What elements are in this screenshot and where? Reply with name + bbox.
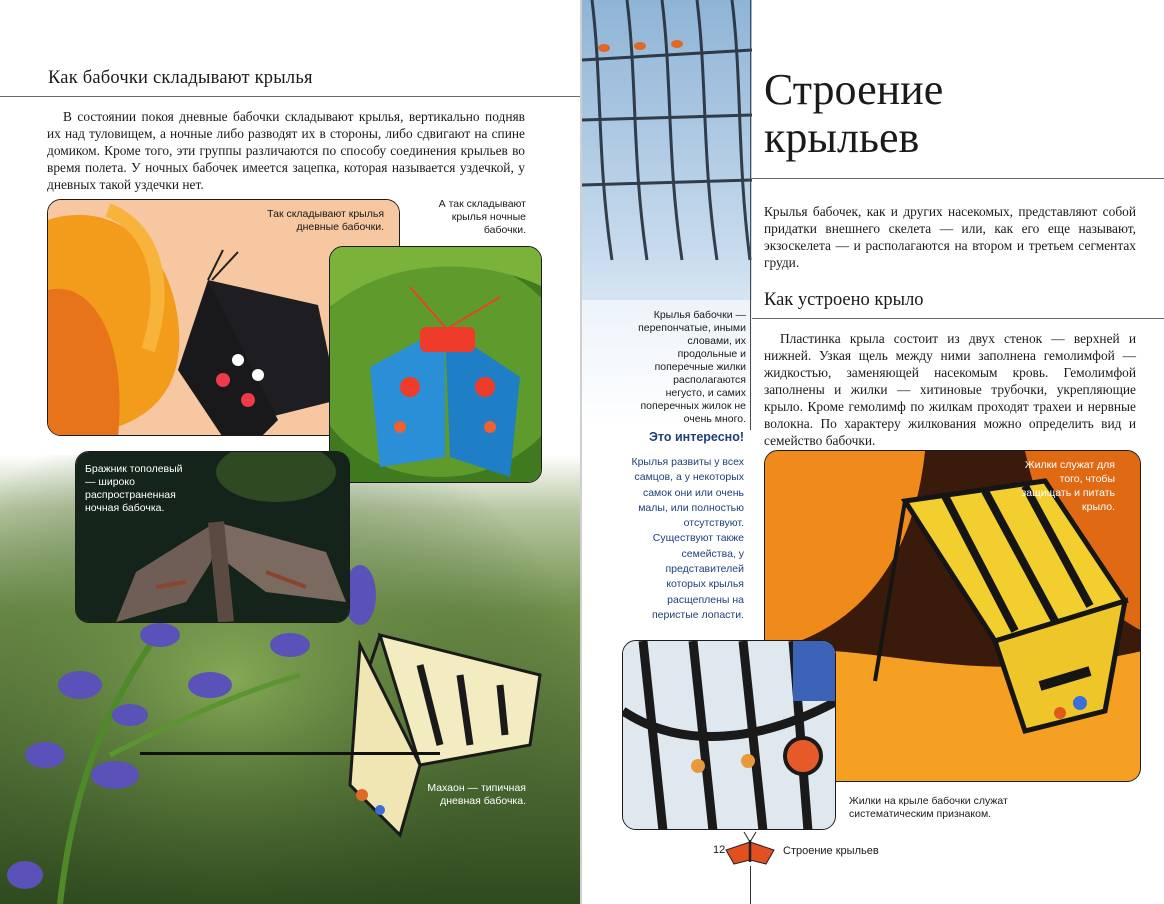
title-rule bbox=[752, 178, 1164, 179]
section-heading: Как бабочки складывают крылья bbox=[48, 68, 313, 88]
interesting-heading: Это интересно! bbox=[649, 430, 744, 444]
strip-divider bbox=[750, 0, 751, 430]
interesting-text: Крылья развиты у всех самцов, а у некоторых самок они или очень малы, или полностью отсутствуют. Существуют также семейства, у представителей которых крылья расщеплены на перистые лопасти. bbox=[631, 456, 744, 621]
wing-detail-photo bbox=[622, 640, 836, 830]
caption-veins-purpose: Жилки служат для того, чтобы защищать и питать крыло. bbox=[1021, 459, 1115, 513]
page-title-line1: Строение bbox=[764, 65, 944, 114]
right-intro-paragraph: Крылья бабочек, как и других насекомых, представляют собой придатки внешнего скелета — или, как его еще называют, экзоскелета — и располагаются на втором и третьем сегментах груди. bbox=[764, 204, 1136, 270]
caption-night-fold: А так складывают крылья ночные бабочки. bbox=[438, 198, 526, 236]
pointer-line bbox=[140, 752, 440, 755]
intro-paragraph: В состоянии покоя дневные бабочки складывают крылья, вертикально подняв их над туловищем, а ночные либо разводят их в стороны, либо сдвигают на спине домиком. Кроме того, эти группы различаются по способу соединения крыльев во время полета. У ночных бабочек имеется зацепка, которая называется уздечкой, у дневных такой уздечки нет. bbox=[47, 109, 525, 192]
heading-rule bbox=[0, 96, 582, 97]
caption-membrane: Крылья бабочки — перепончатые, иными словами, их продольные и поперечные жилки располагаются негусто, и самих поперечных жилок не очень много. bbox=[638, 309, 746, 425]
footer-divider bbox=[750, 866, 751, 904]
caption-day-fold: Так складывают крылья дневные бабочки. bbox=[267, 208, 384, 233]
right-page bbox=[582, 0, 1164, 904]
wing-paragraph: Пластинка крыла состоит из двух стенок — верхней и нижней. Узкая щель между ними заполнена гемолимфой — жидкостью, заменяющей насекомым кровь. Гемолимфой заполнены и жилки — хитиновые трубочки, укрепляющие крыло. Кроме гемолимф по жилкам проходят трахеи и нервные волокна. По характеру жилкования можно определить вид и семейство бабочки. bbox=[764, 331, 1136, 448]
subheading-rule bbox=[752, 318, 1164, 319]
page-title bbox=[764, 66, 943, 162]
caption-veins-feature: Жилки на крыле бабочки служат систематическим признаком. bbox=[849, 795, 1008, 820]
subheading: Как устроено крыло bbox=[764, 290, 924, 310]
caption-hawkmoth: Бражник тополевый — широко распространенная ночная бабочка. bbox=[85, 463, 183, 514]
night-moth-photo bbox=[329, 246, 542, 483]
page-title-line2: крыльев bbox=[764, 113, 920, 162]
caption-swallowtail: Махаон — типичная дневная бабочка. bbox=[427, 782, 526, 807]
moth-icon bbox=[722, 830, 778, 870]
spine-fold bbox=[580, 0, 582, 904]
running-title: Строение крыльев bbox=[783, 845, 879, 857]
page-number: 12 bbox=[713, 844, 726, 856]
